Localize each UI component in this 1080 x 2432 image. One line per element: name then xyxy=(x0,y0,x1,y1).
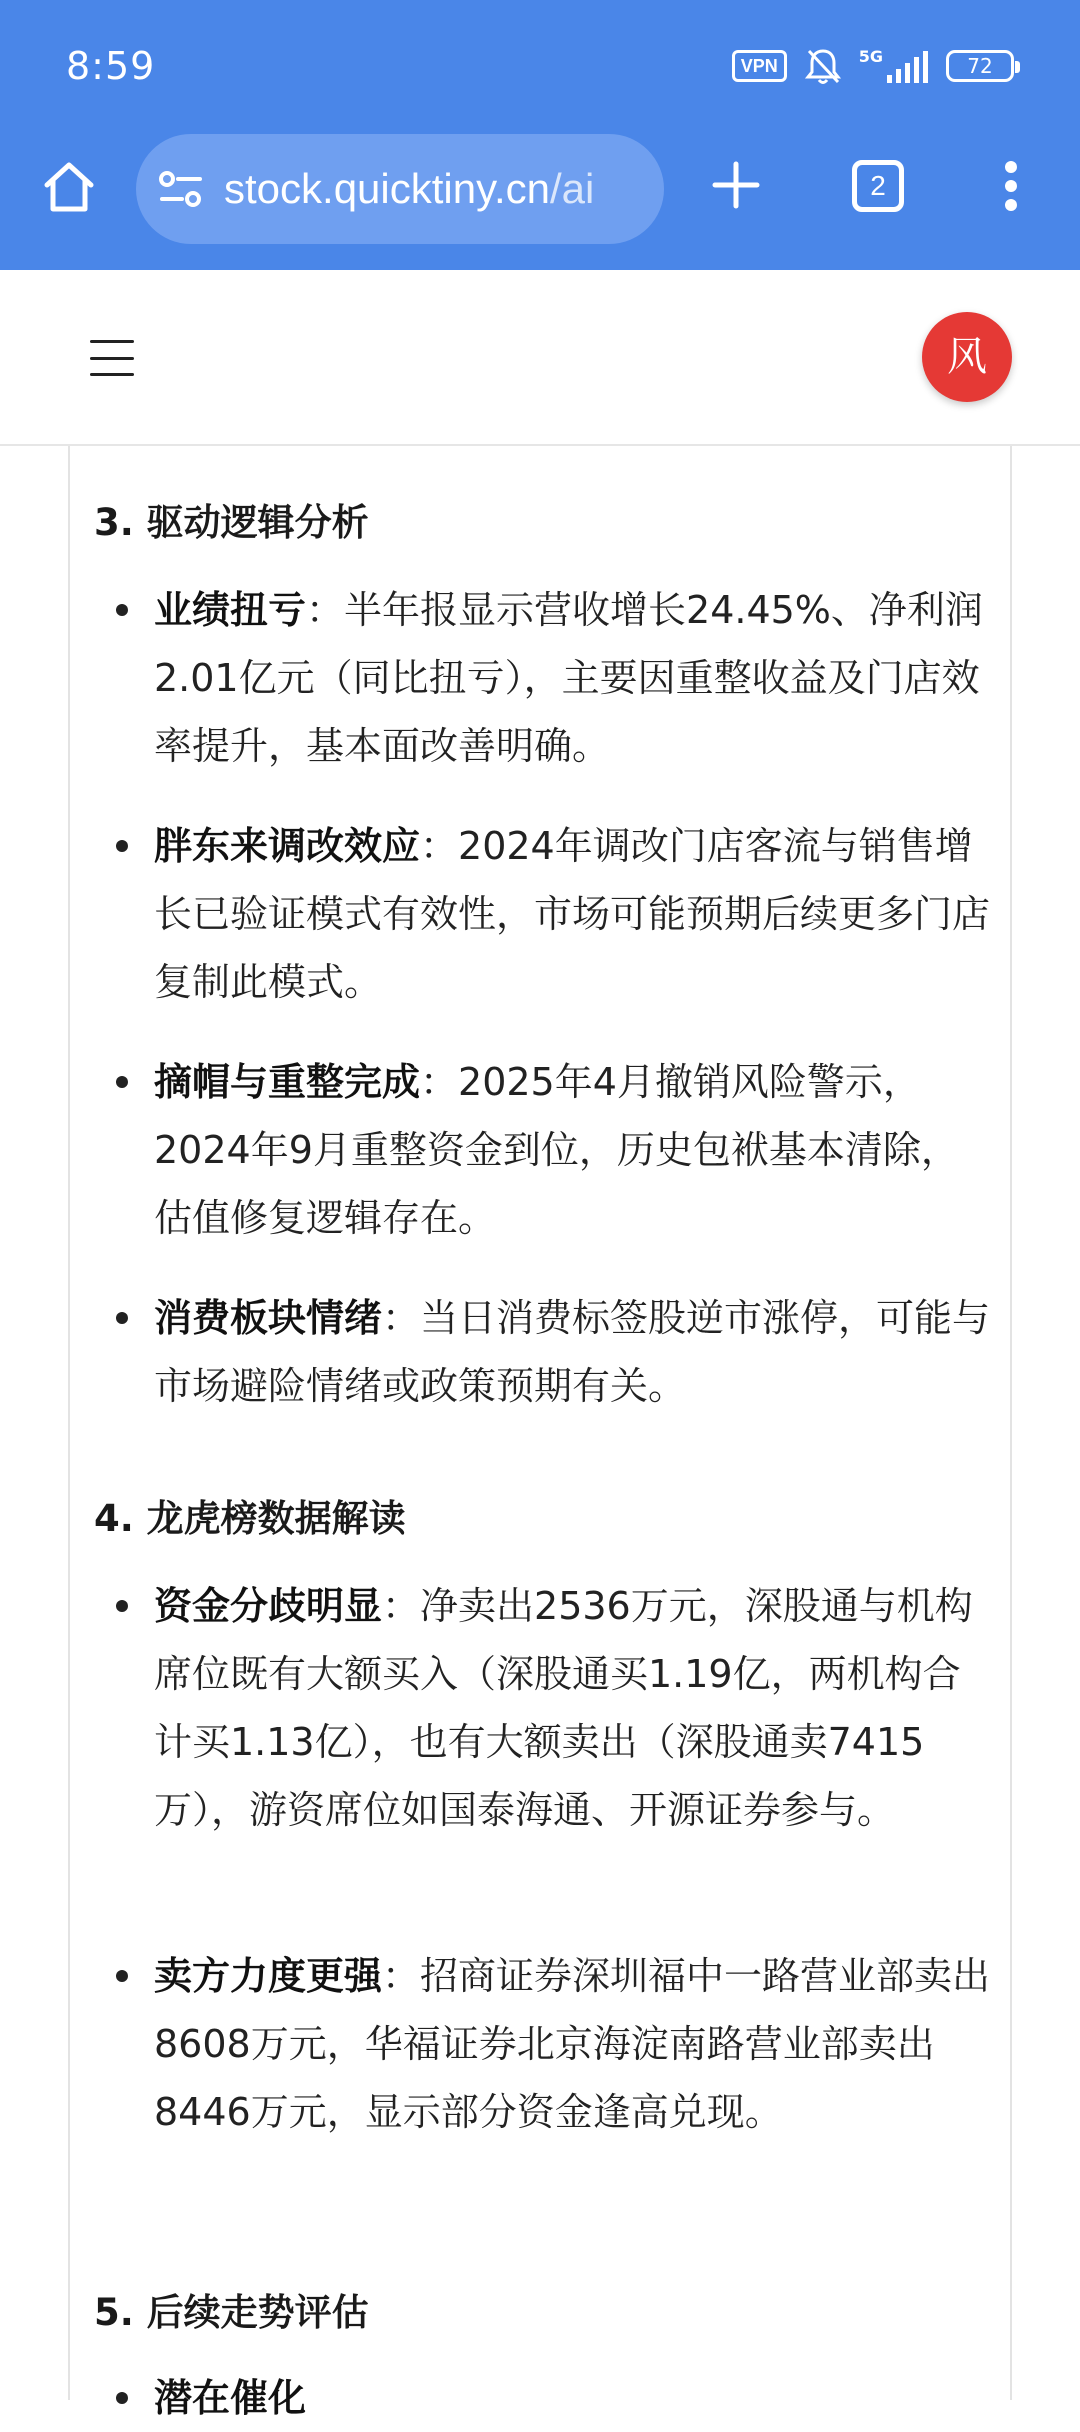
list-item-key: 资金分歧明显 xyxy=(154,1584,383,1628)
section-title-3: 3. 驱动逻辑分析 xyxy=(94,501,369,544)
browser-chrome xyxy=(0,0,1080,270)
list-item xyxy=(154,1942,994,2146)
list-item-text: ：净卖出2536万元，深股通与机构席位既有大额买入（深股通买1.19亿，两机构合计买1.13亿），也有大额卖出（深股通卖7415万），游资席位如国泰海通、开源证券参与。 xyxy=(154,1584,973,1832)
list-item-text: ：2024年调改门店客流与销售增长已验证模式有效性，市场可能预期后续更多门店复制此模式。 xyxy=(154,824,991,1004)
url-path: /ai xyxy=(550,165,595,212)
list-item-text: ：当日消费标签股逆市涨停，可能与市场避险情绪或政策预期有关。 xyxy=(154,1296,991,1408)
address-bar[interactable] xyxy=(136,134,664,244)
battery-icon: 72 xyxy=(946,50,1014,82)
list-item-key: 潜在催化 xyxy=(154,2376,307,2420)
list-item-text: ：半年报显示营收增长24.45%、净利润2.01亿元（同比扭亏），主要因重整收益及门店效率提升，基本面改善明确。 xyxy=(154,588,983,768)
list-item-key: 业绩扭亏 xyxy=(154,588,307,632)
list-item xyxy=(154,2364,994,2432)
network-label: 5G xyxy=(858,47,883,66)
list-item-key: 摘帽与重整完成 xyxy=(154,1060,421,1104)
vpn-icon: VPN xyxy=(732,50,787,82)
browser-toolbar xyxy=(0,130,1080,270)
list-item xyxy=(154,1048,994,1252)
list-item xyxy=(154,576,994,780)
home-icon xyxy=(41,159,97,215)
new-tab-button[interactable] xyxy=(706,152,766,218)
avatar[interactable]: 风 xyxy=(922,312,1012,402)
list-item-key: 卖方力度更强 xyxy=(154,1954,383,1998)
more-vert-icon xyxy=(1004,161,1018,211)
list-item xyxy=(154,812,994,1016)
url-text[interactable] xyxy=(224,165,594,213)
list-item-text: ：招商证券深圳福中一路营业部卖出8608万元，华福证券北京海淀南路营业部卖出8446万元，显示部分资金逢高兑现。 xyxy=(154,1954,991,2134)
menu-icon[interactable] xyxy=(90,334,134,382)
section-title-4: 4. 龙虎榜数据解读 xyxy=(94,1497,406,1540)
tab-switcher-button[interactable]: 2 xyxy=(852,160,904,212)
list-item xyxy=(154,1284,994,1420)
bell-muted-icon xyxy=(805,47,841,85)
section-title-5: 5. 后续走势评估 xyxy=(94,2291,369,2334)
list-item-key: 胖东来调改效应 xyxy=(154,824,421,868)
status-bar xyxy=(0,0,1080,130)
home-button[interactable] xyxy=(36,154,102,220)
list-item-key: 消费板块情绪 xyxy=(154,1296,383,1340)
list-item-text: ：2025年4月撤销风险警示，2024年9月重整资金到位，历史包袱基本清除，估值修复逻辑存在。 xyxy=(154,1060,959,1240)
site-header xyxy=(0,270,1080,446)
overflow-menu-button[interactable] xyxy=(988,156,1034,216)
status-time: 8:59 xyxy=(66,44,156,88)
signal-5g-icon xyxy=(859,49,928,83)
url-host: stock.quicktiny.cn xyxy=(224,165,551,212)
article-card xyxy=(68,446,1012,2420)
site-settings-icon[interactable] xyxy=(158,169,208,209)
status-icons xyxy=(732,46,1014,86)
list-item xyxy=(154,1572,994,1844)
plus-icon xyxy=(711,160,761,210)
